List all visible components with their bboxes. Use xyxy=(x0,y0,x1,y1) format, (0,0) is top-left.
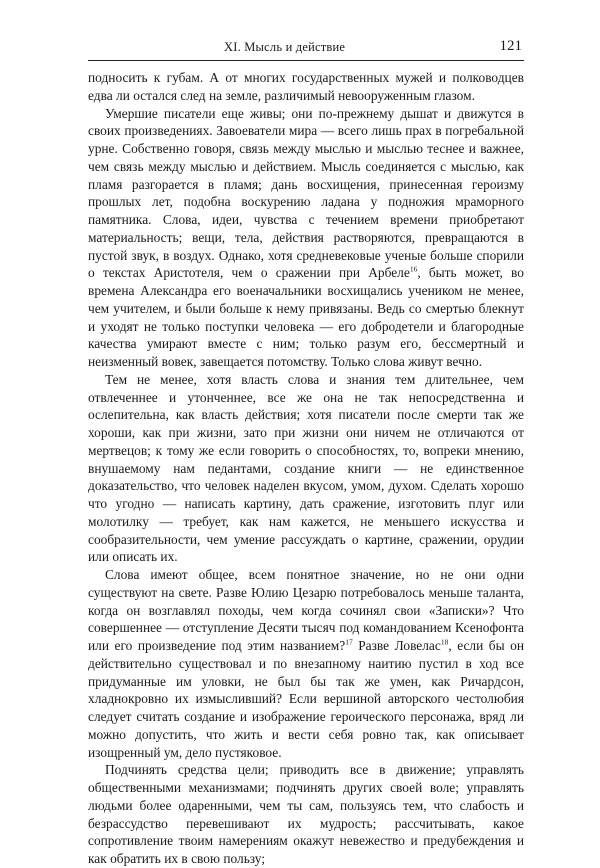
body-text xyxy=(88,69,524,868)
running-title: XI. Мысль и действие xyxy=(224,40,346,54)
paragraph-4 xyxy=(88,566,524,761)
paragraph-5 xyxy=(88,761,524,868)
book-page xyxy=(88,38,524,868)
paragraph-text: Подчинять средства цели; приводить все в движение; управлять общественными механизмами; подчинять других своей воле; управлять людьми более одаренными, чем ты сам, пользуясь тем, что слабость и безрассудство перевешивают их мудрость; рассчитывать, какое сопротивление твоим намерениям окажут невежество и предубеждения и как обратить их в свою пользу; xyxy=(88,762,524,866)
paragraph-text: Слова имеют общее, всем понятное значение, но не они одни существуют на свете. Разве Юлию Цезарю потребовалось меньше таланта, когда он возглавлял походы, чем когда сочинял свои «Записки»? Что совершеннее — отступление Десяти тысяч под командованием Ксенофонта или его произведение под этим названием? xyxy=(88,567,524,653)
page-number: 121 xyxy=(499,38,522,54)
running-header xyxy=(88,38,524,61)
paragraph-text: Разве Ловелас xyxy=(352,638,441,653)
paragraph-1 xyxy=(88,69,524,105)
paragraph-text: Тем не менее, хотя власть слова и знания тем длительнее, чем отвлеченнее и утонченнее, все же она не так непосредственна и ослепительна, как власть действия; хотя писатели после смерти так же хороши, как при жизни, зато при жизни они ничем не отличаются от мертвецов; к тому же если говорить о способностях, то, вопреки мнению, внушаемому нам педантами, создание книги — не единственное доказательство, что человек наделен вкусом, умом, духом. Сделать хорошо что угодно — написать картину, дать сражение, изготовить плуг или молотилку — требует, как нам кажется, не меньшего искусства и сообразительности, чем умение рассуждать о картине, сражении, орудии или описать их. xyxy=(88,371,524,565)
footnote-marker-18: 18 xyxy=(440,637,449,647)
paragraph-text: , если бы он действительно существовал и по внезапному наитию пустил в ход все придуманные им уловки, не был бы так же умен, как Ричардсон, хладнокровно их измысливший? Если вершиной авторского честолюбия следует считать создание и изображение героического персонажа, вряд ли можно допустить, что жить и вести себя ровно так, как описывает изощренный ум, дело пустяковое. xyxy=(88,638,524,760)
paragraph-text: , быть может, во времена Александра его военачальники восхищались учеником не менее, чем учителем, и были больше к нему привязаны. Ведь со смертью блекнут и уходят не только поступки человека — его добродетели и благородные качества умирают вместе с ним; только разум его, бессмертный и неизменный вовек, завещается потомству. Только слова живут вечно. xyxy=(88,265,524,369)
paragraph-text: Умершие писатели еще живы; они по-прежнему дышат и движутся в своих произведениях. Завоеватели мира — всего лишь прах в погребальной урне. Собственно говоря, связь между мыслью и мыслью теснее и важнее, чем связь между мыслью и действием. Мысль соединяется с мыслью, как пламя разгорается в пламя; дань восхищения, принесенная героизму прошлых лет, подобна воскурению ладана у подножия мраморного памятника. Слова, идеи, чувства с течением времени приобретают материальность; вещи, тела, действия растворяются, превращаются в пустой звук, в воздух. Однако, хотя средневековые ученые больше спорили о текстах Аристотеля, чем о сражении при Арбеле xyxy=(88,105,524,281)
paragraph-text: подносить к губам. А от многих государственных мужей и полководцев едва ли остался след на земле, различимый невооруженным глазом. xyxy=(88,70,524,103)
paragraph-3 xyxy=(88,371,524,566)
footnote-marker-17: 17 xyxy=(345,637,353,647)
footnote-marker-16: 16 xyxy=(409,264,418,274)
paragraph-2 xyxy=(88,105,524,371)
